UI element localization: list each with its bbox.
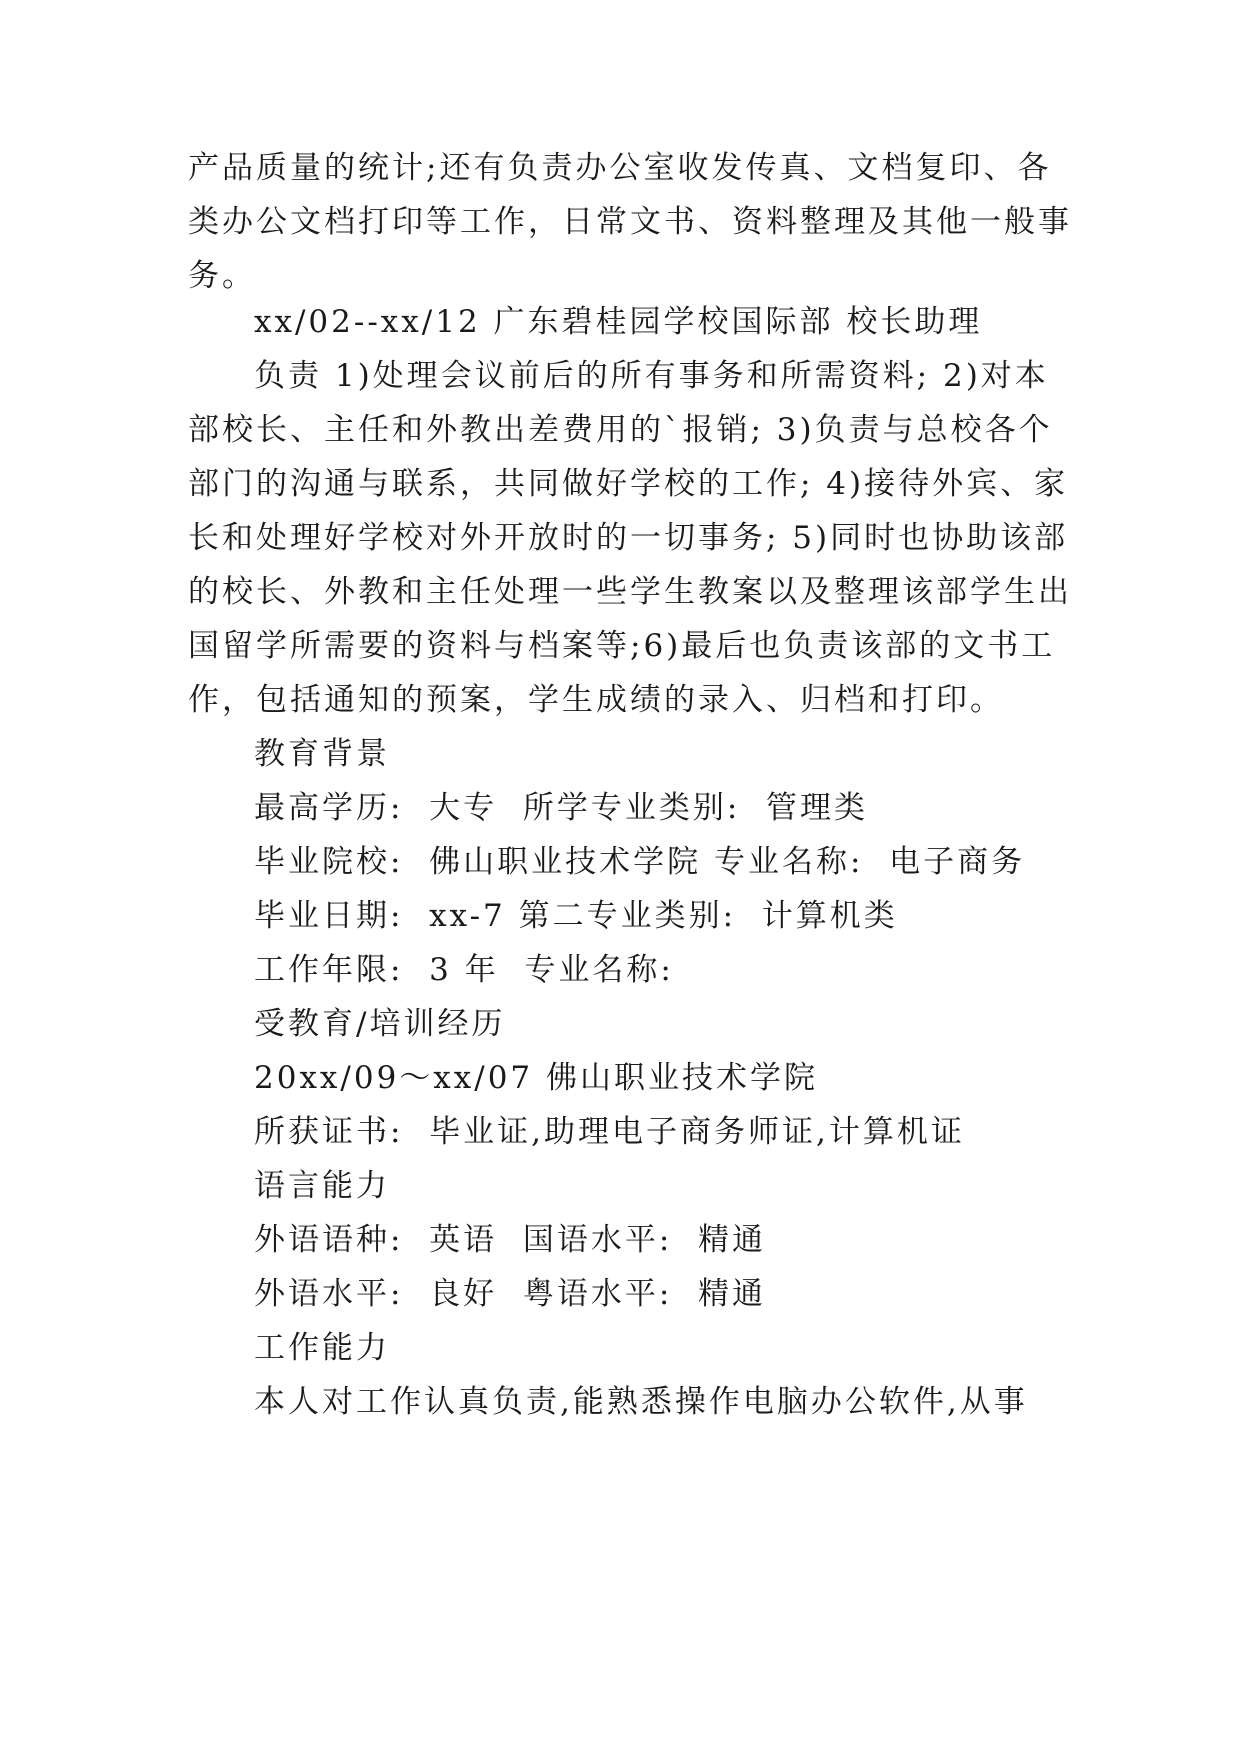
paragraph-line: 部校长、主任和外教出差费用的`报销; 3)负责与总校各个 <box>188 412 1053 448</box>
paragraph-line: 务。 <box>188 258 256 294</box>
paragraph-line: 作，包括通知的预案，学生成绩的录入、归档和打印。 <box>188 682 1004 718</box>
info-line: 最高学历: 大专 所学专业类别: 管理类 <box>254 790 869 826</box>
paragraph-line: 部门的沟通与联系，共同做好学校的工作; 4)接待外宾、家 <box>188 466 1069 502</box>
job-entry-heading: xx/02--xx/12 广东碧桂园学校国际部 校长助理 <box>254 304 983 340</box>
info-line: 毕业日期: xx-7 第二专业类别: 计算机类 <box>254 898 898 934</box>
info-line: 外语水平: 良好 粤语水平: 精通 <box>254 1276 767 1312</box>
info-line: 20xx/09～xx/07 佛山职业技术学院 <box>254 1060 819 1096</box>
info-line: 外语语种: 英语 国语水平: 精通 <box>254 1222 767 1258</box>
paragraph-line: 本人对工作认真负责,能熟悉操作电脑办公软件,从事 <box>254 1384 1028 1420</box>
paragraph-line: 的校长、外教和主任处理一些学生教案以及整理该部学生出 <box>188 574 1072 610</box>
section-heading-language: 语言能力 <box>254 1168 390 1204</box>
section-heading-training: 受教育/培训经历 <box>254 1006 506 1042</box>
info-line: 工作年限: 3 年 专业名称: <box>254 952 674 988</box>
paragraph-line: 负责 1)处理会议前后的所有事务和所需资料; 2)对本 <box>254 358 1049 394</box>
paragraph-line: 长和处理好学校对外开放时的一切事务; 5)同时也协助该部 <box>188 520 1069 556</box>
paragraph-line: 类办公文档打印等工作，日常文书、资料整理及其他一般事 <box>188 204 1072 240</box>
paragraph-line: 产品质量的统计;还有负责办公室收发传真、文档复印、各 <box>188 150 1052 186</box>
section-heading-education: 教育背景 <box>254 736 390 772</box>
info-line: 毕业院校: 佛山职业技术学院 专业名称: 电子商务 <box>254 844 1026 880</box>
paragraph-line: 国留学所需要的资料与档案等;6)最后也负责该部的文书工 <box>188 628 1056 664</box>
info-line: 所获证书: 毕业证,助理电子商务师证,计算机证 <box>254 1114 965 1150</box>
section-heading-work-ability: 工作能力 <box>254 1330 390 1366</box>
